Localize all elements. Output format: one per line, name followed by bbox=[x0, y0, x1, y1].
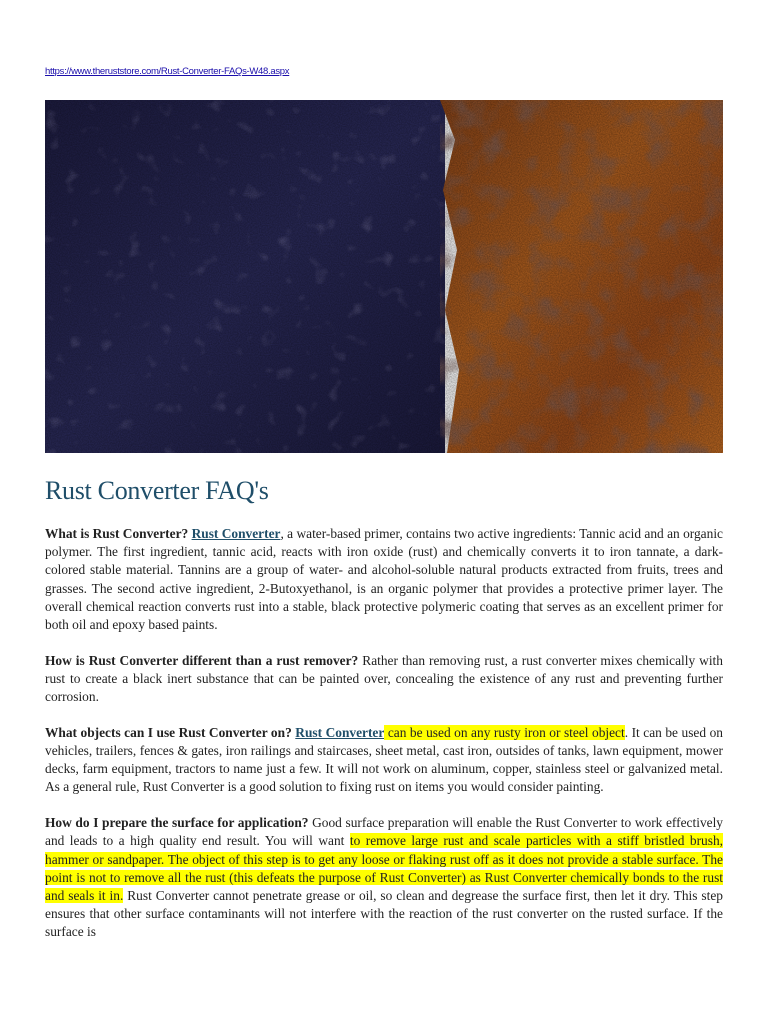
rust-converter-link[interactable]: Rust Converter bbox=[191, 526, 281, 541]
rusted-metal-photo bbox=[45, 100, 723, 453]
faq-answer: . It can be used on vehicles, trailers, fences & gates, iron railings and staircases, sheet metal, cast iron, outsides of tanks, lawn equipment, mower decks, farm equipment, tractors to name just a few. It will not work on aluminum, copper, stainless steel or galvanized metal. As a general rule, Rust Converter is a good solution to fixing rust on items you would consider painting. bbox=[45, 724, 723, 795]
faq-question: How is Rust Converter different than a rust remover? bbox=[45, 652, 359, 668]
source-url-link[interactable]: https://www.theruststore.com/Rust-Converter-FAQs-W48.aspx bbox=[45, 66, 290, 77]
faq-paragraph-what-is bbox=[45, 525, 723, 634]
faq-paragraph-preparation bbox=[45, 814, 723, 941]
faq-answer: Rust Converter cannot penetrate grease or oil, so clean and degrease the surface first, then let it dry. This step ensures that other surface contaminants will not interfere with the reaction of the rust converter on the rusted surface. If the surface is bbox=[45, 887, 723, 940]
faq-paragraph-difference bbox=[45, 652, 723, 707]
page-title: Rust Converter FAQ's bbox=[45, 476, 269, 505]
faq-question: How do I prepare the surface for application? bbox=[45, 815, 309, 831]
faq-answer: , a water-based primer, contains two active ingredients: Tannic acid and an organic polymer. The first ingredient, tannic acid, reacts with iron oxide (rust) and chemically converts it to iron tannate, a dark-colored stable material. Tannins are a group of water- and alcohol-soluble natural products extracted from fruits, trees and grasses. The second active ingredient, 2-Butoxyethanol, is an organic polymer that provides a protective primer layer. The overall chemical reaction converts rust into a stable, black protective polymeric coating that serves as an excellent primer for both oil and epoxy based paints. bbox=[45, 526, 723, 633]
faq-question: What objects can I use Rust Converter on? bbox=[45, 724, 292, 740]
faq-question: What is Rust Converter? bbox=[45, 526, 189, 541]
faq-body bbox=[45, 525, 723, 959]
faq-answer: Good surface preparation will enable the Rust Converter to work effectively and leads to a high quality end result. You will want bbox=[45, 815, 723, 849]
highlighted-text: can be used on any rusty iron or steel object bbox=[384, 724, 625, 740]
highlighted-text: to remove large rust and scale particles with a stiff bristled brush, hammer or sandpaper. The object of this step is to get any loose or flaking rust off as it does not provide a stable surface. The point is not to remove all the rust (this defeats the purpose of Rust Converter) as Rust Converter chemically bonds to the rust and seals it in. bbox=[45, 833, 723, 903]
faq-paragraph-objects bbox=[45, 724, 723, 797]
rust-converter-link[interactable]: Rust Converter bbox=[295, 724, 385, 740]
faq-answer: Rather than removing rust, a rust converter mixes chemically with rust to create a black inert substance that can be painted over, concealing the existence of any rust and preventing further corrosion. bbox=[45, 652, 723, 705]
